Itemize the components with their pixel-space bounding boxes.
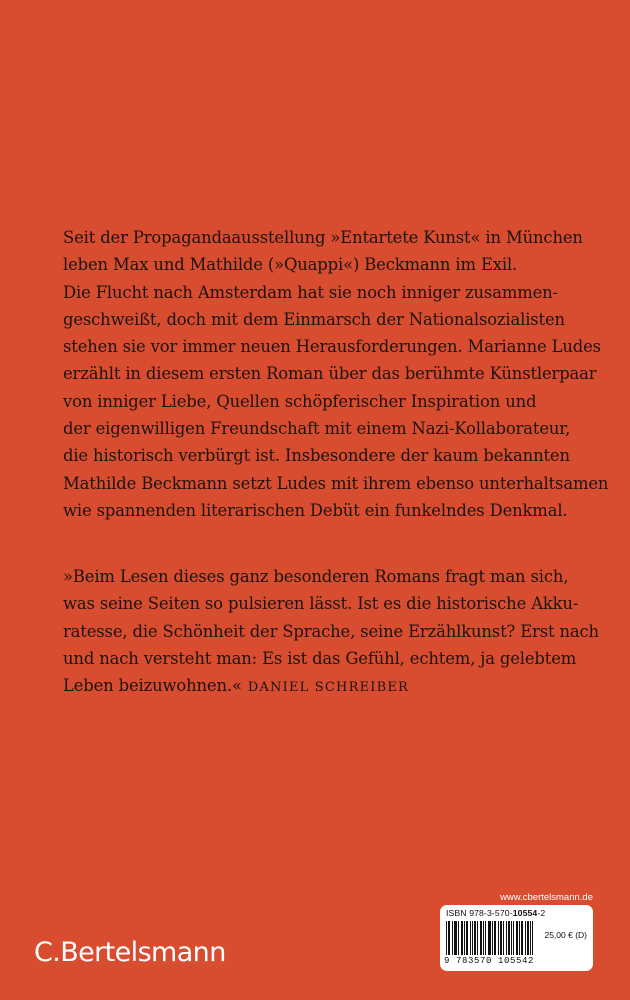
barcode-bar bbox=[490, 921, 491, 955]
blurb-line: leben Max und Mathilde (»Quappi«) Beckmann im Exil. bbox=[63, 255, 518, 275]
barcode-bar bbox=[513, 921, 514, 955]
barcode-bar bbox=[519, 921, 520, 955]
barcode-bar bbox=[481, 921, 482, 955]
barcode-icon bbox=[446, 921, 534, 955]
barcode-bar bbox=[498, 921, 499, 955]
barcode-bar bbox=[530, 921, 531, 955]
quote-line: und nach versteht man: Es ist das Gefühl, echtem, ja gelebtem bbox=[63, 648, 577, 668]
barcode-bar bbox=[503, 921, 504, 955]
barcode-bar bbox=[527, 921, 528, 955]
barcode-bar bbox=[516, 921, 517, 955]
blurb-line: erzählt in diesem ersten Roman über das berühmte Künstlerpaar bbox=[63, 364, 597, 384]
barcode-bar bbox=[472, 921, 473, 955]
barcode-bar bbox=[455, 921, 456, 955]
barcode-bar bbox=[508, 921, 509, 955]
quote-line: »Beim Lesen dieses ganz besonderen Romans fragt man sich, bbox=[63, 567, 569, 586]
blurb-line: stehen sie vor immer neuen Herausforderungen. Marianne Ludes bbox=[63, 337, 601, 357]
barcode-bar bbox=[474, 921, 475, 955]
barcode-bar bbox=[495, 921, 496, 955]
barcode-bar bbox=[456, 921, 457, 955]
barcode-bar bbox=[489, 921, 490, 955]
barcode-bar bbox=[521, 921, 522, 955]
blurb-text bbox=[63, 224, 609, 524]
blurb-line: geschweißt, doch mit dem Einmarsch der Nationalsozialisten bbox=[63, 309, 565, 329]
isbn-barcode-label bbox=[440, 905, 593, 971]
price-label: 25,00 € (D) bbox=[544, 930, 587, 940]
blurb-line: von inniger Liebe, Quellen schöpferischer Inspiration und bbox=[63, 391, 537, 411]
barcode-bar bbox=[446, 921, 447, 955]
barcode-bar bbox=[492, 921, 493, 955]
barcode-bar bbox=[494, 921, 495, 955]
quote-line: was seine Seiten so pulsieren lässt. Ist es die historische Akku- bbox=[63, 594, 579, 614]
barcode-bar bbox=[462, 921, 463, 955]
barcode-bar bbox=[467, 921, 468, 955]
barcode-bar bbox=[464, 921, 465, 955]
barcode-bar bbox=[501, 921, 502, 955]
publisher-website: www.cbertelsmann.de bbox=[500, 892, 593, 903]
barcode-bar bbox=[477, 921, 478, 955]
barcode-bar bbox=[475, 921, 476, 955]
quote-line: ratesse, die Schönheit der Sprache, seine Erzählkunst? Erst nach bbox=[63, 621, 599, 641]
barcode-bar bbox=[454, 921, 455, 955]
blurb-line: Mathilde Beckmann setzt Ludes mit ihrem ebenso unterhaltsamen bbox=[63, 473, 609, 493]
blurb-line: Die Flucht nach Amsterdam hat sie noch inniger zusammen- bbox=[63, 282, 558, 302]
barcode-bar bbox=[525, 921, 526, 955]
blurb-line: die historisch verbürgt ist. Insbesondere der kaum bekannten bbox=[63, 446, 570, 466]
isbn-suffix: -2 bbox=[537, 908, 546, 918]
barcode-bar bbox=[449, 921, 450, 955]
barcode-digits: 9 783570 105542 bbox=[444, 956, 535, 966]
isbn-bold-part: 10554 bbox=[512, 908, 538, 918]
barcode-bar bbox=[485, 921, 486, 955]
blurb-line: wie spannenden literarischen Debüt ein funkelndes Denkmal. bbox=[63, 500, 568, 520]
barcode-bar bbox=[452, 921, 453, 955]
barcode-bar bbox=[470, 921, 471, 955]
barcode-bar bbox=[509, 921, 510, 955]
blurb-line: Seit der Propagandaausstellung »Entartete Kunst« in München bbox=[63, 228, 583, 247]
barcode-bar bbox=[448, 921, 449, 955]
publisher-logo: C.Bertelsmann bbox=[34, 937, 226, 968]
isbn-prefix: ISBN 978-3-570- bbox=[446, 908, 513, 918]
barcode-bar bbox=[506, 921, 507, 955]
quote-last-text: Leben beizuwohnen.« bbox=[63, 676, 242, 696]
barcode-bar bbox=[532, 921, 533, 955]
barcode-bar bbox=[500, 921, 501, 955]
quote-attribution: DANIEL SCHREIBER bbox=[247, 680, 410, 696]
barcode-bar bbox=[480, 921, 481, 955]
review-quote bbox=[63, 563, 599, 701]
barcode-bar bbox=[466, 921, 467, 955]
barcode-bar bbox=[483, 921, 484, 955]
isbn-number bbox=[446, 908, 545, 918]
barcode-bar bbox=[488, 921, 489, 955]
barcode-bar bbox=[461, 921, 462, 955]
quote-line-last bbox=[63, 672, 583, 701]
barcode-bar bbox=[528, 921, 529, 955]
barcode-bar bbox=[511, 921, 512, 955]
barcode-bar bbox=[517, 921, 518, 955]
barcode-bar bbox=[522, 921, 523, 955]
blurb-line: der eigenwilligen Freundschaft mit einem Nazi-Kollaborateur, bbox=[63, 419, 571, 439]
barcode-bar bbox=[458, 921, 459, 955]
